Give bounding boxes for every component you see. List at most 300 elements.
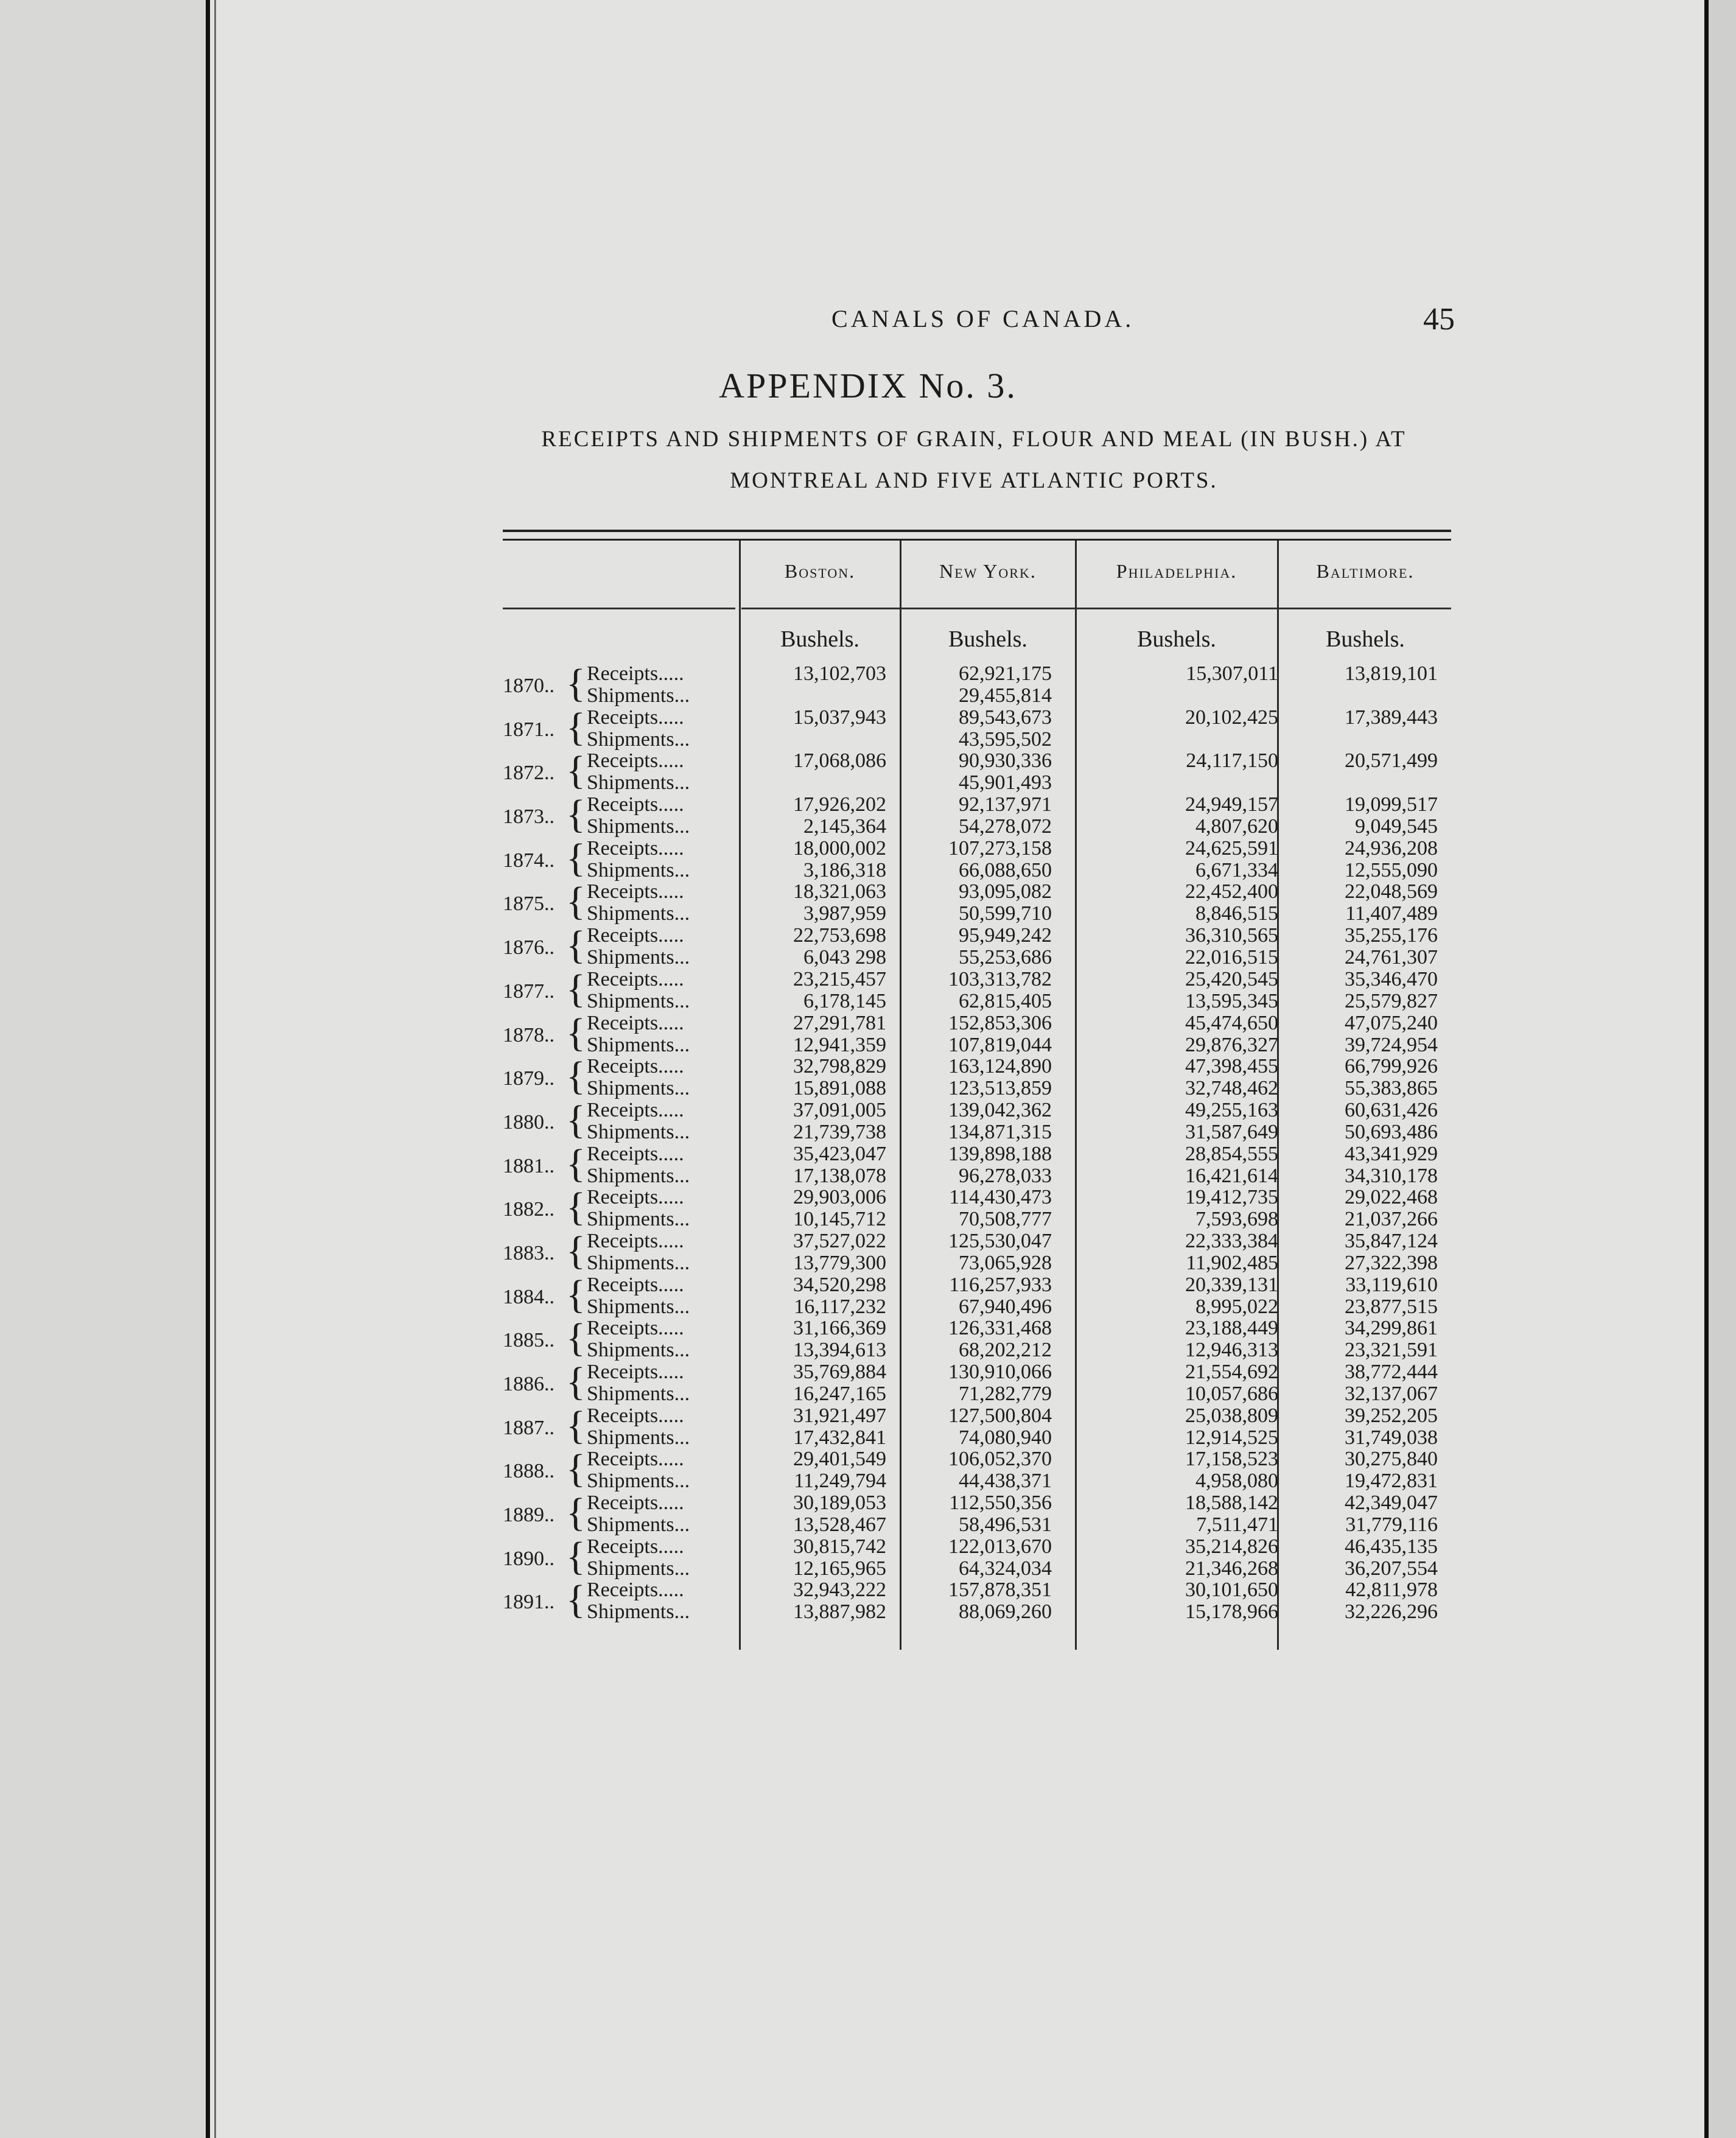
new-york-shipments-cell: 96,278,033 — [959, 1164, 1052, 1187]
boston-receipts-cell: 30,815,742 — [793, 1535, 886, 1558]
year-label: 1888.. — [503, 1460, 555, 1483]
boston-receipts-cell: 37,091,005 — [793, 1098, 886, 1121]
new-york-shipments-cell: 62,815,405 — [959, 989, 1052, 1012]
new-york-receipts-cell: 92,137,971 — [959, 793, 1052, 816]
column-header-new-york: New York. — [939, 560, 1037, 582]
table-row — [503, 749, 1451, 793]
boston-shipments-cell: 16,117,232 — [794, 1295, 886, 1318]
philadelphia-shipments-cell: 7,511,471 — [1196, 1513, 1278, 1537]
baltimore-receipts-cell: 42,811,978 — [1345, 1579, 1438, 1602]
new-york-receipts-cell: 127,500,804 — [948, 1404, 1052, 1427]
baltimore-shipments-cell: 50,693,486 — [1345, 1120, 1438, 1143]
table-row — [503, 1404, 1451, 1448]
receipts-label: Receipts..... — [587, 924, 684, 947]
philadelphia-receipts-cell: 21,554,692 — [1185, 1361, 1278, 1383]
boston-receipts-cell: 17,926,202 — [793, 793, 886, 816]
baltimore-receipts-cell: 66,799,926 — [1345, 1055, 1438, 1078]
philadelphia-shipments-cell: 11,902,485 — [1186, 1251, 1278, 1274]
baltimore-receipts-cell: 43,341,929 — [1345, 1142, 1438, 1165]
baltimore-receipts-cell: 33,119,610 — [1345, 1273, 1438, 1296]
boston-shipments-cell: 13,528,467 — [793, 1513, 886, 1537]
philadelphia-shipments-cell: 8,995,022 — [1195, 1295, 1278, 1318]
baltimore-receipts-cell: 34,299,861 — [1345, 1317, 1438, 1340]
boston-receipts-cell: 18,000,002 — [793, 836, 886, 860]
boston-shipments-cell: 15,891,088 — [793, 1077, 886, 1100]
philadelphia-shipments-cell: 4,958,080 — [1195, 1470, 1278, 1493]
new-york-receipts-cell: 89,543,673 — [959, 706, 1052, 729]
philadelphia-receipts-cell: 22,452,400 — [1185, 880, 1278, 903]
philadelphia-shipments-cell: 4,807,620 — [1195, 815, 1278, 838]
philadelphia-receipts-cell: 20,102,425 — [1185, 706, 1278, 729]
shipments-label: Shipments... — [587, 989, 690, 1012]
table-body — [503, 662, 1451, 1622]
philadelphia-shipments-cell: 31,587,649 — [1185, 1120, 1278, 1143]
boston-shipments-cell: 10,145,712 — [793, 1208, 886, 1231]
baltimore-receipts-cell: 46,435,135 — [1345, 1535, 1438, 1558]
year-label: 1878.. — [503, 1023, 555, 1046]
shipments-label: Shipments... — [587, 1600, 690, 1624]
table-top-rule — [503, 530, 1451, 532]
year-label: 1873.. — [503, 805, 555, 829]
philadelphia-shipments-cell: 32,748,462 — [1185, 1077, 1278, 1100]
row-brace: { — [566, 1490, 586, 1535]
new-york-receipts-cell: 103,313,782 — [948, 967, 1052, 990]
year-label: 1883.. — [503, 1241, 555, 1264]
year-label: 1890.. — [503, 1547, 555, 1570]
new-york-shipments-cell: 71,282,779 — [959, 1383, 1052, 1405]
table-row — [503, 1055, 1451, 1099]
baltimore-receipts-cell: 35,847,124 — [1345, 1229, 1438, 1252]
new-york-receipts-cell: 93,095,082 — [959, 880, 1052, 903]
table-row — [503, 662, 1451, 706]
boston-receipts-cell: 37,527,022 — [793, 1229, 886, 1252]
year-label: 1872.. — [503, 762, 555, 785]
row-brace: { — [566, 1577, 586, 1622]
receipts-label: Receipts..... — [587, 1579, 684, 1602]
row-brace: { — [566, 966, 586, 1011]
new-york-receipts-cell: 157,878,351 — [948, 1579, 1052, 1602]
grain-table — [503, 530, 1451, 1656]
boston-shipments-cell: 21,739,738 — [793, 1120, 886, 1143]
receipts-label: Receipts..... — [587, 1055, 684, 1078]
baltimore-shipments-cell: 31,779,116 — [1345, 1513, 1438, 1537]
new-york-shipments-cell: 44,438,371 — [959, 1470, 1052, 1493]
receipts-label: Receipts..... — [587, 1098, 684, 1121]
right-border-rule — [1704, 0, 1709, 2138]
boston-shipments-cell: 6,178,145 — [803, 989, 886, 1012]
boston-shipments-cell: 13,779,300 — [793, 1251, 886, 1274]
year-label: 1885.. — [503, 1329, 555, 1352]
table-row — [503, 1143, 1451, 1186]
boston-receipts-cell: 34,520,298 — [793, 1273, 886, 1296]
new-york-receipts-cell: 152,853,306 — [948, 1011, 1052, 1034]
year-label: 1887.. — [503, 1416, 555, 1439]
philadelphia-receipts-cell: 17,158,523 — [1185, 1448, 1278, 1471]
row-brace: { — [566, 1185, 586, 1230]
table-row — [503, 1274, 1451, 1317]
row-brace: { — [566, 1359, 586, 1404]
header-rule — [503, 608, 735, 609]
row-brace: { — [566, 1533, 586, 1579]
new-york-shipments-cell: 55,253,686 — [959, 946, 1052, 969]
shipments-label: Shipments... — [587, 1426, 690, 1449]
table-subtitle-line2: MONTREAL AND FIVE ATLANTIC PORTS. — [730, 468, 1218, 493]
philadelphia-receipts-cell: 24,625,591 — [1185, 836, 1278, 860]
receipts-label: Receipts..... — [587, 1229, 684, 1252]
boston-receipts-cell: 35,423,047 — [793, 1142, 886, 1165]
header-rule — [741, 608, 1451, 609]
year-label: 1871.. — [503, 718, 555, 741]
baltimore-receipts-cell: 42,349,047 — [1345, 1491, 1438, 1515]
philadelphia-shipments-cell: 6,671,334 — [1195, 858, 1278, 881]
running-title: CANALS OF CANADA. — [831, 305, 1135, 332]
table-row — [503, 1186, 1451, 1230]
year-label: 1876.. — [503, 936, 555, 959]
new-york-shipments-cell: 64,324,034 — [959, 1557, 1052, 1580]
shipments-label: Shipments... — [587, 1513, 690, 1537]
philadelphia-receipts-cell: 25,038,809 — [1185, 1404, 1278, 1427]
boston-shipments-cell: 3,987,959 — [803, 902, 886, 925]
shipments-label: Shipments... — [587, 1033, 690, 1056]
table-row — [503, 880, 1451, 924]
philadelphia-shipments-cell: 8,846,515 — [1195, 902, 1278, 925]
baltimore-receipts-cell: 13,819,101 — [1345, 662, 1438, 685]
boston-shipments-cell: 12,941,359 — [793, 1033, 886, 1056]
baltimore-shipments-cell: 39,724,954 — [1345, 1033, 1438, 1056]
new-york-shipments-cell: 67,940,496 — [959, 1295, 1052, 1318]
baltimore-shipments-cell: 21,037,266 — [1345, 1208, 1438, 1231]
new-york-receipts-cell: 139,042,362 — [948, 1098, 1052, 1121]
row-brace: { — [566, 792, 586, 837]
column-header-boston: Boston. — [784, 560, 856, 582]
baltimore-receipts-cell: 22,048,569 — [1345, 880, 1438, 903]
table-row — [503, 706, 1451, 750]
row-brace: { — [566, 1141, 586, 1186]
column-header-baltimore: Baltimore. — [1316, 560, 1415, 582]
table-row — [503, 1361, 1451, 1404]
new-york-receipts-cell: 163,124,890 — [948, 1055, 1052, 1078]
baltimore-receipts-cell: 20,571,499 — [1345, 749, 1438, 773]
boston-receipts-cell: 32,798,829 — [793, 1055, 886, 1078]
philadelphia-receipts-cell: 35,214,826 — [1185, 1535, 1278, 1558]
philadelphia-receipts-cell: 24,117,150 — [1186, 749, 1278, 773]
new-york-shipments-cell: 70,508,777 — [959, 1208, 1052, 1231]
new-york-receipts-cell: 125,530,047 — [948, 1229, 1052, 1252]
baltimore-shipments-cell: 9,049,545 — [1355, 815, 1438, 838]
row-brace: { — [566, 1228, 586, 1273]
binding-rule — [206, 0, 210, 2138]
baltimore-shipments-cell: 19,472,831 — [1345, 1470, 1438, 1493]
boston-shipments-cell: 12,165,965 — [793, 1557, 886, 1580]
new-york-receipts-cell: 130,910,066 — [948, 1361, 1052, 1383]
unit-label-boston: Bushels. — [780, 626, 859, 652]
baltimore-shipments-cell: 31,749,038 — [1345, 1426, 1438, 1449]
receipts-label: Receipts..... — [587, 706, 684, 729]
philadelphia-shipments-cell: 29,876,327 — [1185, 1033, 1278, 1056]
shipments-label: Shipments... — [587, 1557, 690, 1580]
baltimore-shipments-cell: 34,310,178 — [1345, 1164, 1438, 1187]
boston-receipts-cell: 35,769,884 — [793, 1361, 886, 1383]
shipments-label: Shipments... — [587, 858, 690, 881]
shipments-label: Shipments... — [587, 902, 690, 925]
receipts-label: Receipts..... — [587, 1011, 684, 1034]
baltimore-shipments-cell: 23,877,515 — [1345, 1295, 1438, 1318]
boston-receipts-cell: 23,215,457 — [793, 967, 886, 990]
baltimore-receipts-cell: 19,099,517 — [1345, 793, 1438, 816]
shipments-label: Shipments... — [587, 946, 690, 969]
boston-receipts-cell: 31,166,369 — [793, 1317, 886, 1340]
receipts-label: Receipts..... — [587, 1186, 684, 1209]
shipments-label: Shipments... — [587, 1295, 690, 1318]
boston-shipments-cell: 2,145,364 — [803, 815, 886, 838]
shipments-label: Shipments... — [587, 1339, 690, 1362]
row-brace: { — [566, 1272, 586, 1317]
row-brace: { — [566, 879, 586, 924]
new-york-receipts-cell: 106,052,370 — [948, 1448, 1052, 1471]
philadelphia-receipts-cell: 23,188,449 — [1185, 1317, 1278, 1340]
philadelphia-receipts-cell: 20,339,131 — [1185, 1273, 1278, 1296]
baltimore-shipments-cell: 55,383,865 — [1345, 1077, 1438, 1100]
shipments-label: Shipments... — [587, 771, 690, 794]
boston-receipts-cell: 27,291,781 — [793, 1011, 886, 1034]
shipments-label: Shipments... — [587, 1251, 690, 1274]
baltimore-receipts-cell: 60,631,426 — [1345, 1098, 1438, 1121]
philadelphia-receipts-cell: 28,854,555 — [1185, 1142, 1278, 1165]
table-row — [503, 968, 1451, 1012]
year-label: 1886.. — [503, 1373, 555, 1395]
new-york-receipts-cell: 122,013,670 — [948, 1535, 1052, 1558]
new-york-shipments-cell: 74,080,940 — [959, 1426, 1052, 1449]
new-york-shipments-cell: 43,595,502 — [959, 727, 1052, 751]
new-york-receipts-cell: 62,921,175 — [959, 662, 1052, 685]
boston-receipts-cell: 18,321,063 — [793, 880, 886, 903]
boston-shipments-cell: 11,249,794 — [794, 1470, 886, 1493]
boston-shipments-cell: 17,432,841 — [793, 1426, 886, 1449]
boston-receipts-cell: 32,943,222 — [793, 1579, 886, 1602]
table-top-rule-thin — [503, 539, 1451, 541]
new-york-shipments-cell: 58,496,531 — [959, 1513, 1052, 1537]
philadelphia-shipments-cell: 16,421,614 — [1185, 1164, 1278, 1187]
baltimore-shipments-cell: 27,322,398 — [1345, 1251, 1438, 1274]
shipments-label: Shipments... — [587, 1120, 690, 1143]
receipts-label: Receipts..... — [587, 1273, 684, 1296]
philadelphia-receipts-cell: 36,310,565 — [1185, 924, 1278, 947]
binding-rule-thin — [214, 0, 216, 2138]
baltimore-receipts-cell: 38,772,444 — [1345, 1361, 1438, 1383]
new-york-receipts-cell: 139,898,188 — [948, 1142, 1052, 1165]
year-label: 1875.. — [503, 892, 555, 916]
unit-label-new-york: Bushels. — [948, 626, 1027, 652]
receipts-label: Receipts..... — [587, 836, 684, 860]
new-york-shipments-cell: 123,513,859 — [948, 1077, 1052, 1100]
new-york-shipments-cell: 29,455,814 — [959, 684, 1052, 707]
receipts-label: Receipts..... — [587, 793, 684, 816]
philadelphia-receipts-cell: 49,255,163 — [1185, 1098, 1278, 1121]
unit-label-philadelphia: Bushels. — [1137, 626, 1216, 652]
receipts-label: Receipts..... — [587, 1317, 684, 1340]
philadelphia-shipments-cell: 12,914,525 — [1185, 1426, 1278, 1449]
year-label: 1891.. — [503, 1591, 555, 1614]
unit-label-baltimore: Bushels. — [1326, 626, 1405, 652]
boston-receipts-cell: 29,401,549 — [793, 1448, 886, 1471]
new-york-shipments-cell: 88,069,260 — [959, 1600, 1052, 1624]
boston-receipts-cell: 31,921,497 — [793, 1404, 886, 1427]
table-row — [503, 1099, 1451, 1143]
row-brace: { — [566, 1316, 586, 1361]
philadelphia-shipments-cell: 7,593,698 — [1195, 1208, 1278, 1231]
boston-shipments-cell: 16,247,165 — [793, 1383, 886, 1405]
new-york-receipts-cell: 114,430,473 — [949, 1186, 1052, 1209]
baltimore-shipments-cell: 25,579,827 — [1345, 989, 1438, 1012]
receipts-label: Receipts..... — [587, 1361, 684, 1383]
new-york-receipts-cell: 112,550,356 — [949, 1491, 1052, 1515]
philadelphia-shipments-cell: 10,057,686 — [1185, 1383, 1278, 1405]
new-york-shipments-cell: 134,871,315 — [948, 1120, 1052, 1143]
new-york-shipments-cell: 107,819,044 — [948, 1033, 1052, 1056]
boston-shipments-cell: 13,887,982 — [793, 1600, 886, 1624]
boston-receipts-cell: 15,037,943 — [793, 706, 886, 729]
shipments-label: Shipments... — [587, 1470, 690, 1493]
baltimore-receipts-cell: 39,252,205 — [1345, 1404, 1438, 1427]
row-brace: { — [566, 1446, 586, 1491]
receipts-label: Receipts..... — [587, 1535, 684, 1558]
philadelphia-shipments-cell: 15,178,966 — [1185, 1600, 1278, 1624]
table-row — [503, 1579, 1451, 1622]
year-label: 1889.. — [503, 1504, 555, 1527]
shipments-label: Shipments... — [587, 1208, 690, 1231]
column-header-philadelphia: Philadelphia. — [1116, 560, 1237, 582]
right-page-edge — [1709, 0, 1736, 2138]
table-row — [503, 837, 1451, 881]
baltimore-shipments-cell: 32,137,067 — [1345, 1383, 1438, 1405]
new-york-shipments-cell: 68,202,212 — [959, 1339, 1052, 1362]
receipts-label: Receipts..... — [587, 749, 684, 773]
baltimore-receipts-cell: 17,389,443 — [1345, 706, 1438, 729]
table-row — [503, 793, 1451, 837]
boston-receipts-cell: 29,903,006 — [793, 1186, 886, 1209]
table-subtitle-line1: RECEIPTS AND SHIPMENTS OF GRAIN, FLOUR AND MEAL (IN BUSH.) AT — [541, 427, 1407, 452]
new-york-receipts-cell: 116,257,933 — [949, 1273, 1052, 1296]
philadelphia-shipments-cell: 12,946,313 — [1185, 1339, 1278, 1362]
shipments-label: Shipments... — [587, 684, 690, 707]
philadelphia-receipts-cell: 15,307,011 — [1186, 662, 1278, 685]
row-brace: { — [566, 661, 586, 706]
boston-receipts-cell: 13,102,703 — [793, 662, 886, 685]
philadelphia-receipts-cell: 22,333,384 — [1185, 1229, 1278, 1252]
receipts-label: Receipts..... — [587, 1491, 684, 1515]
receipts-label: Receipts..... — [587, 1448, 684, 1471]
baltimore-shipments-cell: 24,761,307 — [1345, 946, 1438, 969]
left-margin — [0, 0, 206, 2138]
philadelphia-shipments-cell: 13,595,345 — [1185, 989, 1278, 1012]
table-row — [503, 1230, 1451, 1274]
philadelphia-receipts-cell: 45,474,650 — [1185, 1011, 1278, 1034]
table-row — [503, 1448, 1451, 1491]
appendix-title: APPENDIX No. 3. — [719, 366, 1017, 405]
boston-shipments-cell: 3,186,318 — [803, 858, 886, 881]
year-label: 1882.. — [503, 1198, 555, 1221]
row-brace: { — [566, 1010, 586, 1055]
receipts-label: Receipts..... — [587, 1404, 684, 1427]
baltimore-shipments-cell: 11,407,489 — [1345, 902, 1438, 925]
receipts-label: Receipts..... — [587, 880, 684, 903]
year-label: 1879.. — [503, 1067, 555, 1090]
boston-shipments-cell: 6,043 298 — [803, 946, 886, 969]
row-brace: { — [566, 1097, 586, 1142]
boston-receipts-cell: 22,753,698 — [793, 924, 886, 947]
receipts-label: Receipts..... — [587, 967, 684, 990]
year-label: 1870.. — [503, 675, 555, 697]
boston-receipts-cell: 17,068,086 — [793, 749, 886, 773]
new-york-shipments-cell: 50,599,710 — [959, 902, 1052, 925]
shipments-label: Shipments... — [587, 815, 690, 838]
baltimore-shipments-cell: 32,226,296 — [1345, 1600, 1438, 1624]
row-brace: { — [566, 1054, 586, 1099]
new-york-shipments-cell: 54,278,072 — [959, 815, 1052, 838]
shipments-label: Shipments... — [587, 727, 690, 751]
shipments-label: Shipments... — [587, 1383, 690, 1405]
baltimore-receipts-cell: 47,075,240 — [1345, 1011, 1438, 1034]
table-row — [503, 1012, 1451, 1056]
year-label: 1874.. — [503, 849, 555, 872]
boston-shipments-cell: 17,138,078 — [793, 1164, 886, 1187]
new-york-shipments-cell: 45,901,493 — [959, 771, 1052, 794]
year-label: 1877.. — [503, 980, 555, 1003]
page-number: 45 — [1423, 302, 1455, 337]
philadelphia-receipts-cell: 18,588,142 — [1185, 1491, 1278, 1515]
table-row — [503, 1491, 1451, 1535]
shipments-label: Shipments... — [587, 1077, 690, 1100]
boston-shipments-cell: 13,394,613 — [793, 1339, 886, 1362]
baltimore-receipts-cell: 35,255,176 — [1345, 924, 1438, 947]
year-label: 1881.. — [503, 1154, 555, 1177]
table-row — [503, 1317, 1451, 1361]
row-brace: { — [566, 835, 586, 880]
row-brace: { — [566, 748, 586, 793]
new-york-shipments-cell: 73,065,928 — [959, 1251, 1052, 1274]
boston-receipts-cell: 30,189,053 — [793, 1491, 886, 1515]
year-label: 1880.. — [503, 1110, 555, 1134]
philadelphia-receipts-cell: 30,101,650 — [1185, 1579, 1278, 1602]
baltimore-shipments-cell: 12,555,090 — [1345, 858, 1438, 881]
row-brace: { — [566, 704, 586, 749]
baltimore-shipments-cell: 36,207,554 — [1345, 1557, 1438, 1580]
row-brace: { — [566, 1403, 586, 1448]
baltimore-shipments-cell: 23,321,591 — [1345, 1339, 1438, 1362]
new-york-receipts-cell: 107,273,158 — [948, 836, 1052, 860]
table-row — [503, 924, 1451, 968]
table-row — [503, 1535, 1451, 1579]
baltimore-receipts-cell: 35,346,470 — [1345, 967, 1438, 990]
new-york-receipts-cell: 126,331,468 — [948, 1317, 1052, 1340]
new-york-shipments-cell: 66,088,650 — [959, 858, 1052, 881]
shipments-label: Shipments... — [587, 1164, 690, 1187]
philadelphia-receipts-cell: 24,949,157 — [1185, 793, 1278, 816]
philadelphia-shipments-cell: 22,016,515 — [1185, 946, 1278, 969]
row-brace: { — [566, 923, 586, 968]
philadelphia-receipts-cell: 25,420,545 — [1185, 967, 1278, 990]
receipts-label: Receipts..... — [587, 662, 684, 685]
new-york-receipts-cell: 90,930,336 — [959, 749, 1052, 773]
philadelphia-receipts-cell: 47,398,455 — [1185, 1055, 1278, 1078]
new-york-receipts-cell: 95,949,242 — [959, 924, 1052, 947]
baltimore-receipts-cell: 24,936,208 — [1345, 836, 1438, 860]
baltimore-receipts-cell: 30,275,840 — [1345, 1448, 1438, 1471]
baltimore-receipts-cell: 29,022,468 — [1345, 1186, 1438, 1209]
year-label: 1884.. — [503, 1285, 555, 1308]
philadelphia-receipts-cell: 19,412,735 — [1185, 1186, 1278, 1209]
philadelphia-shipments-cell: 21,346,268 — [1185, 1557, 1278, 1580]
